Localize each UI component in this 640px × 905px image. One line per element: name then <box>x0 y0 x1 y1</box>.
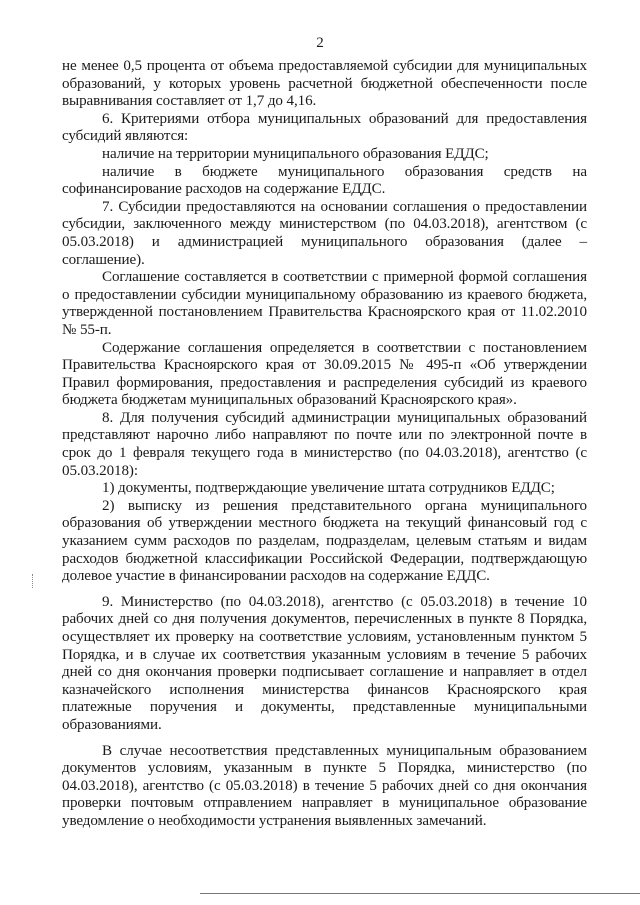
paragraph-8-item-1: 1) документы, подтверждающие увеличение штата сотрудников ЕДДС; <box>102 480 555 497</box>
page-number: 2 <box>316 35 324 51</box>
paragraph-6-criterion-1: наличие на территории муниципального образования ЕДДС; <box>102 145 489 162</box>
paragraph-7-agreement-form: Соглашение составляется в соответствии с примерной формой соглашения о предоставлении субсидии муниципальному образованию из краевого бюджета, утвержденной постановлением Правительства Красноярского края от 11.02.2010 № 55-п. <box>62 269 587 338</box>
paragraph-8-item-2: 2) выписку из решения представительного органа муниципального образования об утверждении местного бюджета на текущий финансовый год с указанием сумм расходов по разделам, подразделам, целевым статьям и видам расходов бюджетной классификации Российской Федерации, подтверждающую долевое участие в финансировании расходов на содержание ЕДДС. <box>62 497 587 585</box>
paragraph-subsidy-share: не менее 0,5 процента от объема предоставляемой субсидии для муниципальных образований, у которых уровень расчетной бюджетной обеспеченности после выравнивания составляет от 1,7 до 4,16. <box>62 58 587 110</box>
paragraph-6-criterion-2: наличие в бюджете муниципального образования средств на софинансирование расходов на содержание ЕДДС. <box>62 163 587 198</box>
paragraph-7-agreement: 7. Субсидии предоставляются на основании соглашения о предоставлении субсидии, заключенного между министерством (по 04.03.2018), агентством (с 05.03.2018) и администрацией муниципального образования (далее – соглашение). <box>62 198 587 268</box>
bottom-rule <box>200 893 640 894</box>
scan-mark <box>32 574 35 588</box>
paragraph-9-review: 9. Министерство (по 04.03.2018), агентство (с 05.03.2018) в течение 10 рабочих дней со дня получения документов, перечисленных в пункте 8 Порядка, осуществляет их проверку на соответствие условиям, установленным пунктом 5 Порядка, и в случае их соответствия указанным условиям в течение 5 рабочих дней со дня окончания проверки подписывает соглашение и направляет в отдел казначейского исполнения министерства финансов Красноярского края платежные поручения и документы, представленные муниципальными образованиями. <box>62 593 587 733</box>
paragraph-9-noncompliance: В случае несоответствия представленных муниципальным образованием документов условиям, указанным в пункте 5 Порядка, министерство (по 04.03.2018), агентство (с 05.03.2018) в течение 5 рабочих дней со дня окончания проверки почтовым отправлением направляет в муниципальное образование уведомление о необходимости устранения выявленных замечаний. <box>62 742 587 829</box>
paragraph-7-agreement-content: Содержание соглашения определяется в соответствии с постановлением Правительства Красноярского края от 30.09.2015 № 495-п «Об утверждении Правил формирования, предоставления и распределения субсидий из краевого бюджета бюджетам муниципальных образований Красноярского края». <box>62 339 587 409</box>
document-body <box>62 58 587 831</box>
paragraph-6-criteria: 6. Критериями отбора муниципальных образований для предоставления субсидий являются: <box>62 110 587 145</box>
paragraph-8-documents: 8. Для получения субсидий администрации муниципальных образований представляют нарочно либо направляют по почте или по электронной почте в срок до 1 февраля текущего года в министерство (по 04.03.2018), агентство (с 05.03.2018): <box>62 409 587 479</box>
